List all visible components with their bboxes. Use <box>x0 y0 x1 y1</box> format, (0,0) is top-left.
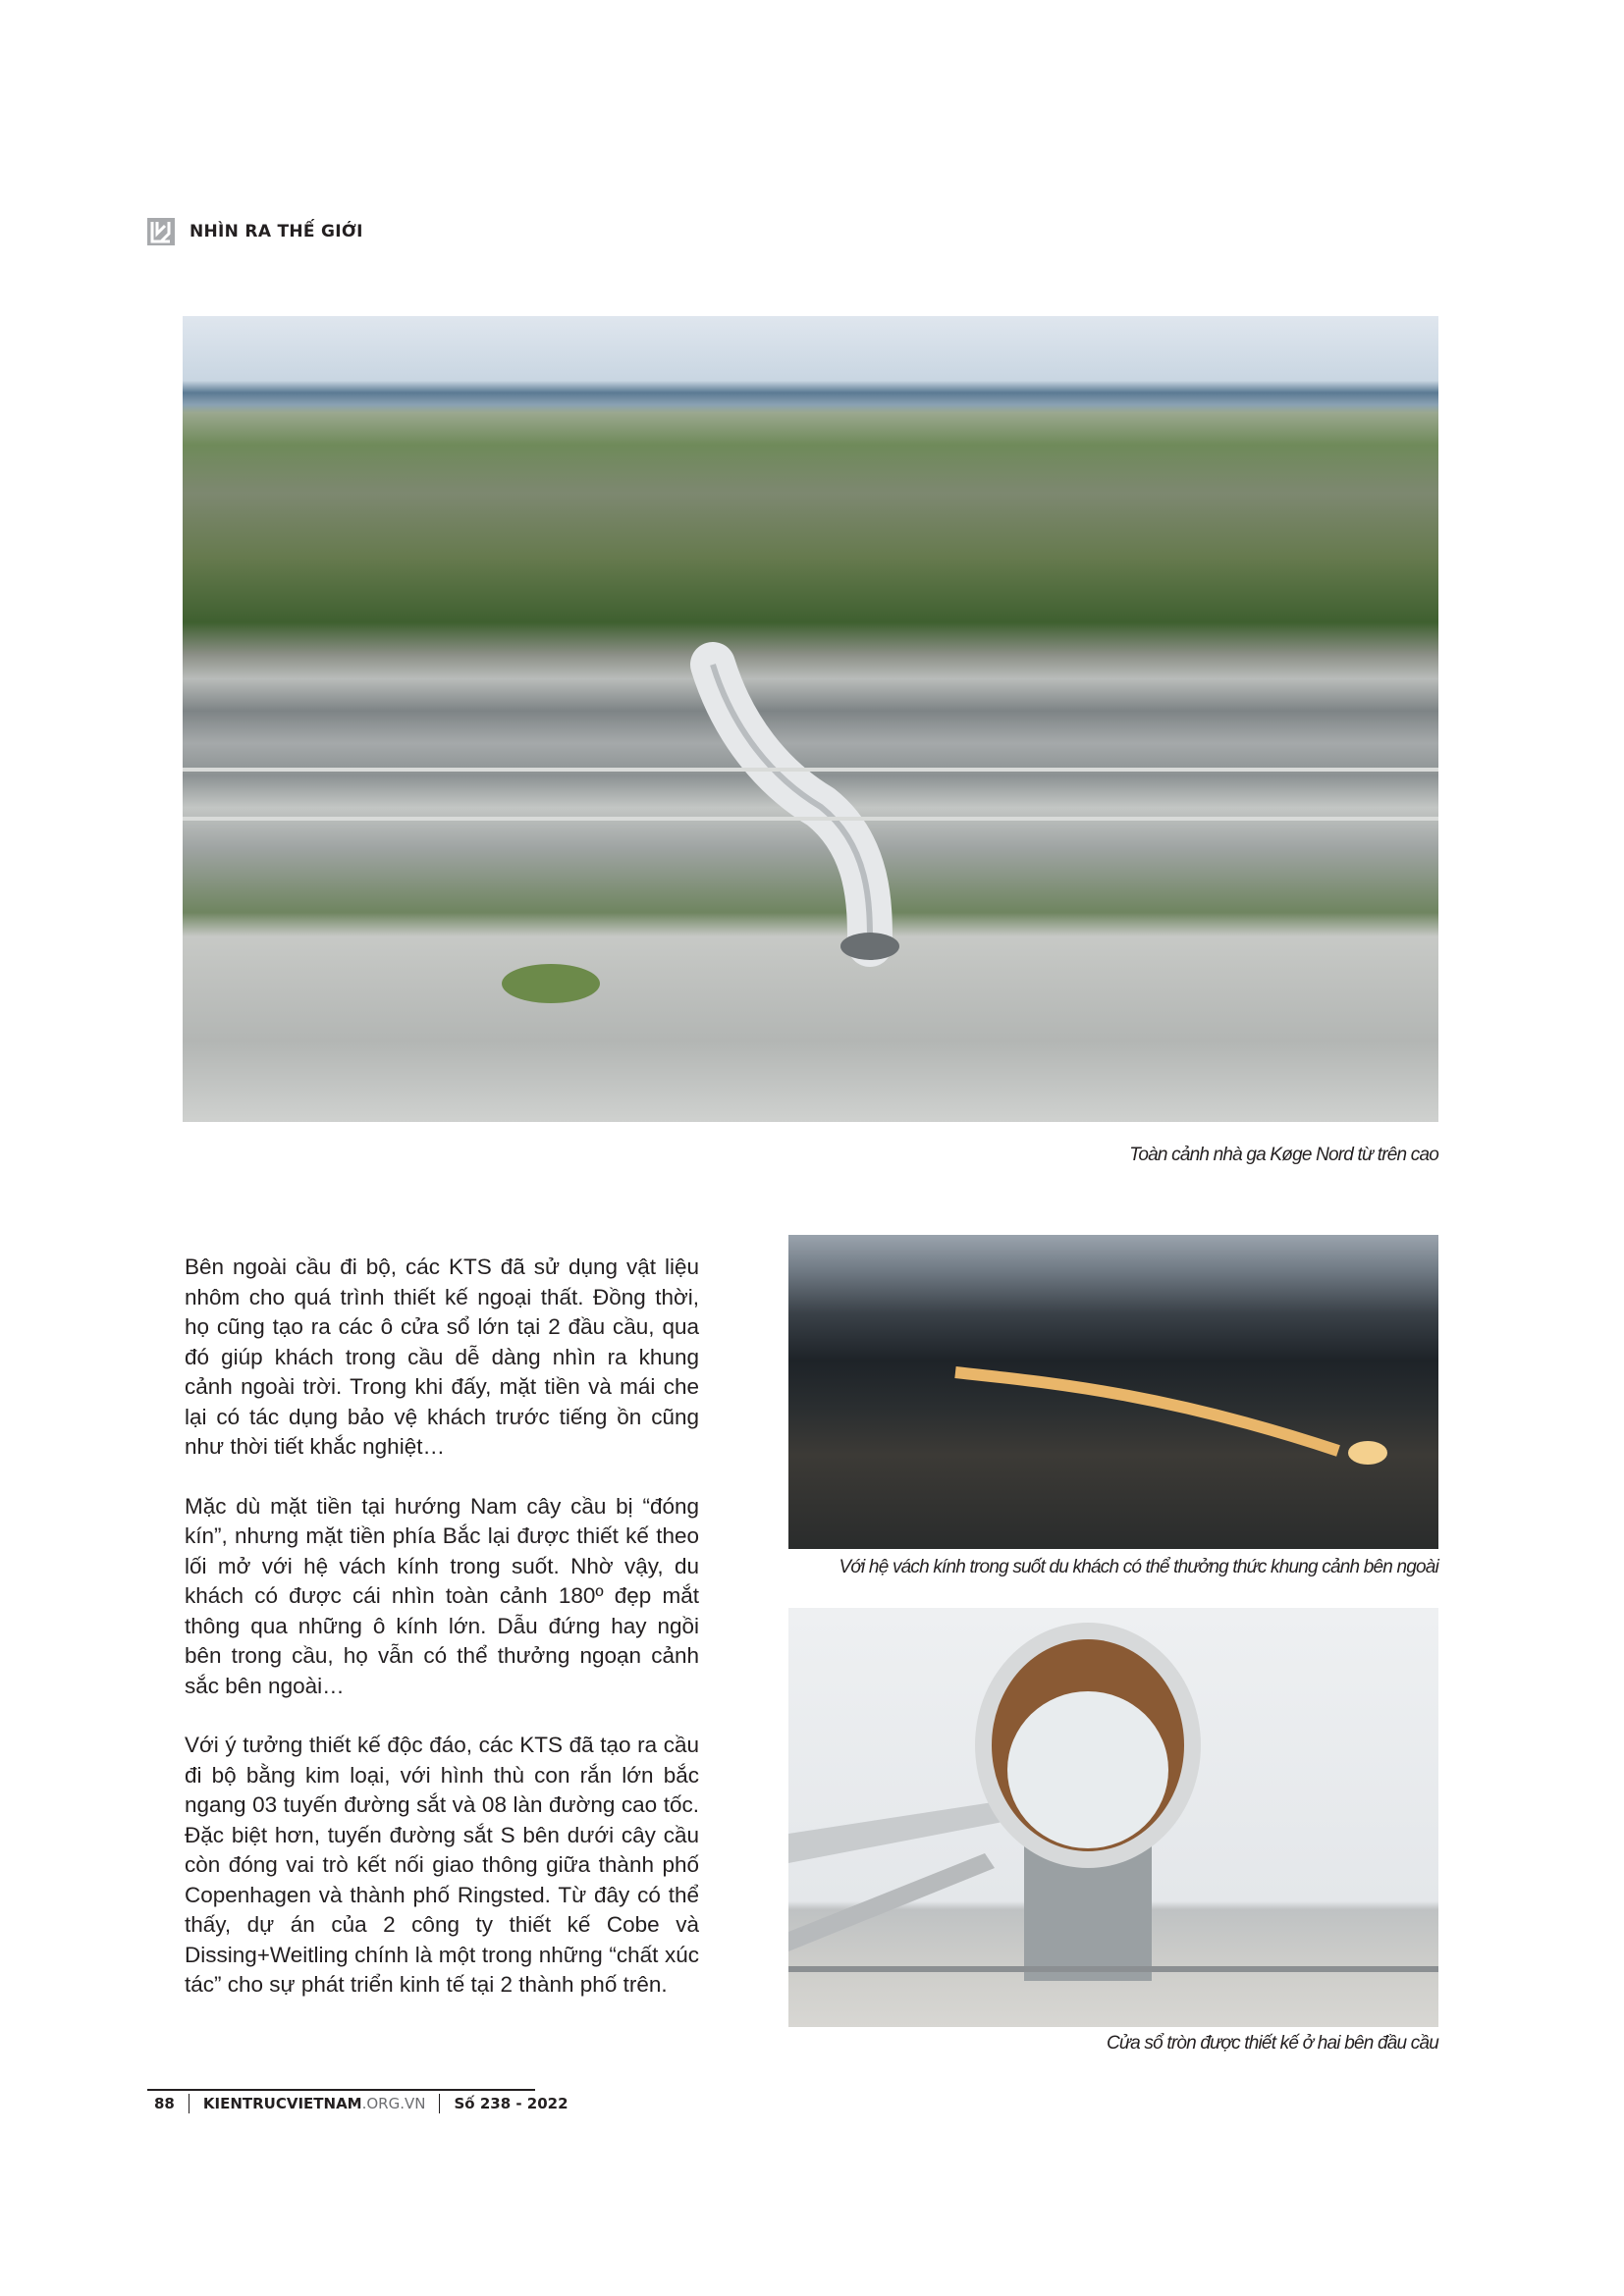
round-window-photo <box>788 1608 1438 2027</box>
footer-separator <box>439 2094 440 2113</box>
issue-number: Số 238 - 2022 <box>454 2095 568 2112</box>
aerial-station-photo <box>183 316 1438 1122</box>
figure-caption: Với hệ vách kính trong suốt du khách có thể thưởng thức khung cảnh bên ngoài <box>839 1557 1438 1577</box>
publication-domain: .ORG.VN <box>361 2095 426 2112</box>
page-number: 88 <box>154 2095 175 2112</box>
paragraph: Bên ngoài cầu đi bộ, các KTS đã sử dụng vật liệu nhôm cho quá trình thiết kế ngoại thất. Đồng thời, họ cũng tạo ra các ô cửa sổ lớn tại 2 đầu cầu, qua đó giúp khách trong cầu dễ dàng nhìn ra khung cảnh ngoài trời. Trong khi đấy, mặt tiền và mái che lại có tác dụng bảo vệ khách trước tiếng ồn cũng như thời tiết khắc nghiệt… <box>185 1255 699 1459</box>
figure-caption: Cửa sổ tròn được thiết kế ở hai bên đầu cầu <box>1107 2033 1438 2054</box>
section-title: NHÌN RA THẾ GIỚI <box>189 222 363 241</box>
publication-name: KIENTRUCVIETNAM <box>202 2095 362 2112</box>
section-logo-icon <box>147 218 175 245</box>
paragraph: Với ý tưởng thiết kế độc đáo, các KTS đã tạo ra cầu đi bộ bằng kim loại, với hình thù con rắn lớn bắc ngang 03 tuyến đường sắt và 08 làn đường cao tốc. Đặc biệt hơn, tuyến đường sắt S bên dưới cây cầu còn đóng vai trò kết nối giao thông giữa thành phố Copenhagen và thành phố Ringsted. Từ đây có thể thấy, dự án của 2 công ty thiết kế Cobe và Dissing+Weitling chính là một trong những “chất xúc tác” cho sự phát triển kinh tế tại 2 thành phố trên. <box>185 1733 699 1997</box>
page-footer <box>154 2094 568 2113</box>
footer-divider <box>147 2089 535 2091</box>
figure-caption: Toàn cảnh nhà ga Køge Nord từ trên cao <box>1129 1145 1438 1165</box>
night-bridge-photo <box>788 1235 1438 1549</box>
article-body <box>185 1253 699 2030</box>
paragraph: Mặc dù mặt tiền tại hướng Nam cây cầu bị “đóng kín”, nhưng mặt tiền phía Bắc lại được thiết kế theo lối mở với hệ vách kính trong suốt. Nhờ vậy, du khách có được cái nhìn toàn cảnh 180º đẹp mắt thông qua những ô kính lớn. Dẫu đứng hay ngồi bên trong cầu, họ vẫn có thể thưởng ngoạn cảnh sắc bên ngoài… <box>185 1493 699 1698</box>
